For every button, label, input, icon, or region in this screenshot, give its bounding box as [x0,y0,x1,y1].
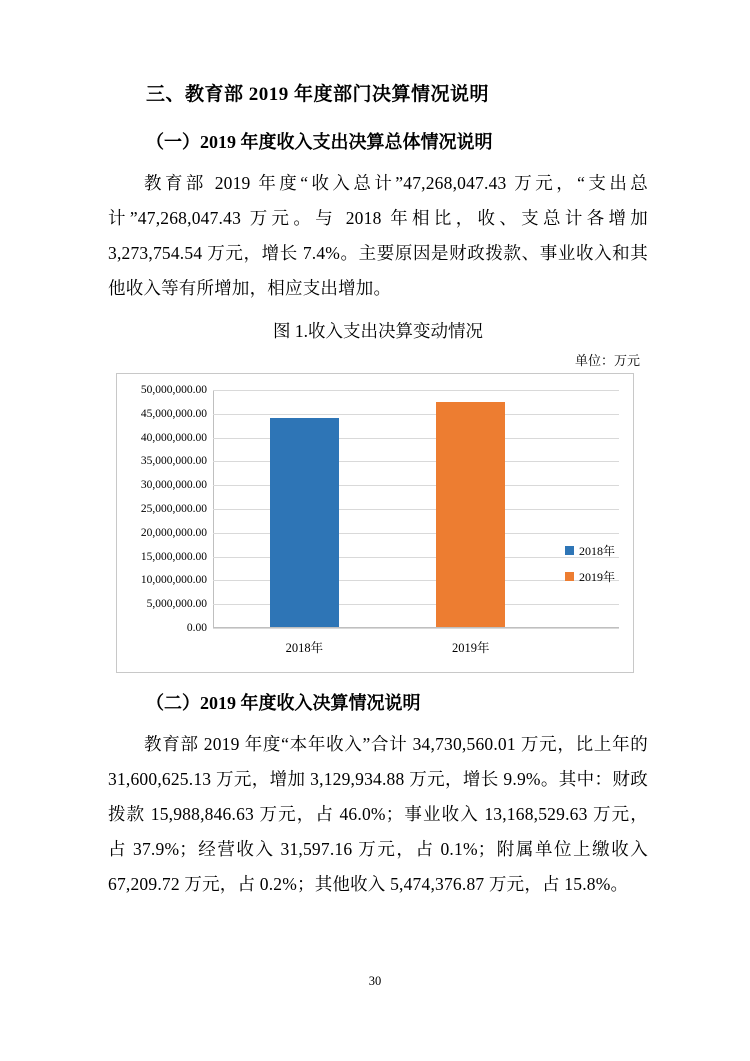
bar-2018 [270,418,339,627]
paragraph-2: 教育部 2019 年度“本年收入”合计 34,730,560.01 万元，比上年的 31,600,625.13 万元，增加 3,129,934.88 万元，增长 9.9%。其中：财政拨款 15,988,846.63 万元，占 46.0%；事业收入 13,168,529.63 万元，占 37.9%；经营收入 31,597.16 万元，占 0.1%；附属单位上缴收入 67,209.72 万元，占 0.2%；其他收入 5,474,376.87 万元，占 15.8%。 [108,734,648,894]
chart-unit-label: 单位：万元 [574,353,640,368]
y-tick-label: 45,000,000.00 [140,407,207,420]
y-tick-label: 10,000,000.00 [140,574,207,587]
y-tick-label: 5,000,000.00 [146,598,207,611]
y-tick-label: 15,000,000.00 [140,550,207,563]
legend-item-2018 [565,542,615,559]
page-title: 三、教育部 2019 年度部门决算情况说明 [146,84,490,105]
chart-plot-area [140,384,619,655]
bar-chart [116,373,634,673]
y-tick-label: 25,000,000.00 [140,503,207,515]
legend-swatch-icon [565,572,574,581]
page-number: 30 [368,974,382,988]
y-tick-label: 0.00 [186,622,207,634]
subsection-title-2: （二）2019 年度收入决算情况说明 [146,693,421,713]
y-tick-label: 35,000,000.00 [140,455,207,468]
chart-legend [565,542,615,594]
paragraph-1: 教育部 2019 年度“收入总计”47,268,047.43 万元，“支出总计”47,268,047.43 万元。与 2018 年相比，收、支总计各增加 3,273,754.54 万元，增长 7.4%。主要原因是财政拨款、事业收入和其他收入等有所增加，相应支出增加。 [108,173,648,298]
y-tick-label: 50,000,000.00 [140,384,207,396]
legend-swatch-icon [565,546,574,555]
subsection-title-1: （一）2019 年度收入支出决算总体情况说明 [146,132,493,152]
page-content [108,78,648,902]
figure-caption: 图 1.收入支出决算变动情况 [273,321,483,341]
y-tick-label: 40,000,000.00 [140,431,207,444]
y-tick-label: 20,000,000.00 [140,526,207,539]
x-tick-label: 2019年 [452,641,490,655]
x-tick-label: 2018年 [285,641,324,655]
y-tick-label: 30,000,000.00 [140,479,207,492]
bar-2019 [436,402,505,627]
legend-label: 2019年 [578,570,615,584]
legend-item-2019 [565,568,615,585]
legend-label: 2018年 [578,544,615,558]
